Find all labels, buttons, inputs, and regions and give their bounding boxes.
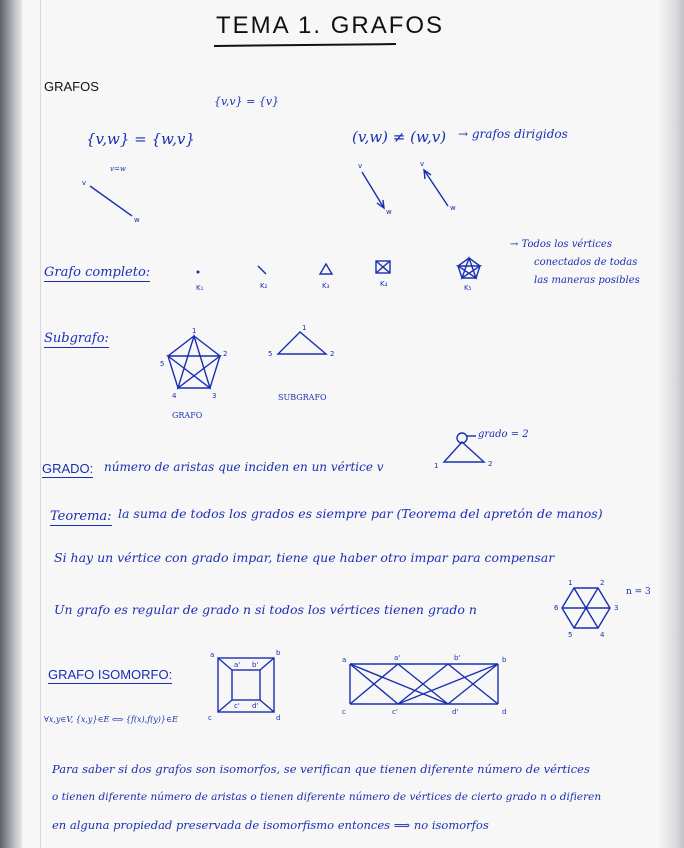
cube-label-c-prime: c'	[234, 702, 240, 710]
undirected-subnote: v=w	[110, 165, 126, 173]
pentagon-label-3: 3	[212, 392, 217, 400]
directed-w2-label: w	[450, 204, 456, 212]
k4-label: K₄	[380, 280, 388, 288]
section-heading-grafos: GRAFOS	[44, 79, 99, 94]
isomorfo-cube-figure	[206, 648, 286, 724]
closing-line-3: en alguna propiedad preservada de isomorfismo entonces ⟹ no isomorfos	[52, 818, 489, 832]
complete-note-line2: conectados de todas	[534, 257, 638, 268]
bip-label-b-prime: b'	[454, 654, 461, 662]
vertex-w-label: w	[134, 216, 140, 224]
complete-note-line3: las maneras posibles	[534, 275, 640, 286]
regular-definition: Un grafo es regular de grado n si todos los vértices tienen grado n	[54, 602, 477, 617]
loop-equation: {v,v} = {v}	[214, 95, 280, 108]
margin-line	[40, 0, 41, 848]
bip-label-c-prime: c'	[392, 708, 398, 716]
cube-label-d-prime: d'	[252, 702, 259, 710]
page-edge-shadow	[658, 0, 684, 848]
bip-label-d-prime: d'	[452, 708, 459, 716]
hex-label-1: 1	[568, 579, 573, 587]
bip-label-a: a	[342, 656, 347, 664]
pentagon-label-4: 4	[172, 392, 177, 400]
hexagon-graph-figure	[554, 580, 624, 640]
pentagon-label-1: 1	[192, 327, 197, 335]
closing-line-1: Para saber si dos grafos son isomorfos, se verifican que tienen diferente número de vértices	[52, 762, 590, 776]
hex-label-4: 4	[600, 631, 605, 639]
vertex-v-label: v	[82, 179, 87, 187]
hex-label-5: 5	[568, 631, 573, 639]
grado-tri-label-2: 2	[488, 460, 493, 468]
section-heading-grado: GRADO:	[42, 461, 94, 476]
cube-label-b: b	[276, 649, 281, 657]
grado-definition: número de aristas que inciden en un vértice v	[104, 460, 384, 474]
pentagon-label-2: 2	[223, 350, 228, 358]
bip-label-b: b	[502, 656, 507, 664]
teorema-heading: Teorema:	[50, 509, 112, 524]
k2-label: K₂	[260, 282, 268, 290]
directed-w1-label: w	[386, 208, 392, 216]
hex-label-3: 3	[614, 604, 619, 612]
subgraph-figure	[264, 322, 344, 372]
undirected-equation: {v,w} = {w,v}	[86, 130, 195, 148]
k1-label: K₁	[196, 284, 204, 292]
undirected-edge-figure	[80, 176, 150, 226]
subgrafo-caption: SUBGRAFO	[278, 393, 327, 402]
complete-graphs-figure	[188, 256, 498, 296]
binding-shadow	[0, 0, 22, 848]
closing-line-2: o tienen diferente número de aristas o tienen diferente número de vértices de cierto grado n o difieren	[52, 791, 602, 803]
bip-label-c: c	[342, 708, 346, 716]
cube-label-a-prime: a'	[234, 661, 241, 669]
k5-label: K₅	[464, 284, 472, 292]
subgraph-label-2: 2	[330, 350, 335, 358]
pentagon-graph-figure	[158, 326, 238, 406]
grafo-caption: GRAFO	[172, 411, 203, 420]
bip-label-a-prime: a'	[394, 654, 401, 662]
subgraph-label-1: 1	[302, 324, 307, 332]
directed-edges-figure	[352, 158, 472, 218]
pentagon-label-5: 5	[160, 360, 165, 368]
isomorfo-bipartite-figure	[338, 650, 518, 716]
grado-tri-label-1: 1	[434, 462, 439, 470]
teorema-text: la suma de todos los grados es siempre par (Teorema del apretón de manos)	[118, 506, 603, 521]
section-heading-grafo-isomorfo: GRAFO ISOMORFO:	[48, 667, 173, 682]
hex-label-6: 6	[554, 604, 559, 612]
section-heading-grafo-completo: Grafo completo:	[44, 265, 151, 280]
impar-line: Si hay un vértice con grado impar, tiene que haber otro impar para compensar	[54, 550, 555, 565]
subgraph-label-5: 5	[268, 350, 273, 358]
hex-label-2: 2	[600, 579, 605, 587]
title-underline	[214, 43, 396, 47]
cube-label-c: c	[208, 714, 212, 722]
complete-note-line1: → Todos los vértices	[510, 239, 612, 250]
grado-note: grado = 2	[478, 429, 529, 440]
k3-label: K₃	[322, 282, 330, 290]
section-heading-subgrafo: Subgrafo:	[44, 331, 109, 346]
cube-label-d: d	[276, 714, 281, 722]
cube-label-a: a	[210, 651, 215, 659]
page-title: TEMA 1. GRAFOS	[216, 12, 445, 39]
regular-n-note: n = 3	[626, 587, 651, 597]
directed-v1-label: v	[358, 162, 363, 170]
bip-label-d: d	[502, 708, 507, 716]
directed-equation: (v,w) ≠ (w,v)	[352, 128, 447, 146]
directed-v2-label: v	[420, 160, 425, 168]
cube-label-b-prime: b'	[252, 661, 259, 669]
directed-note: → grafos dirigidos	[458, 127, 568, 141]
isomorfo-formula: ∀x,y∈V, {x,y}∈E ⟺ {f(x),f(y)}∈E	[44, 715, 178, 724]
